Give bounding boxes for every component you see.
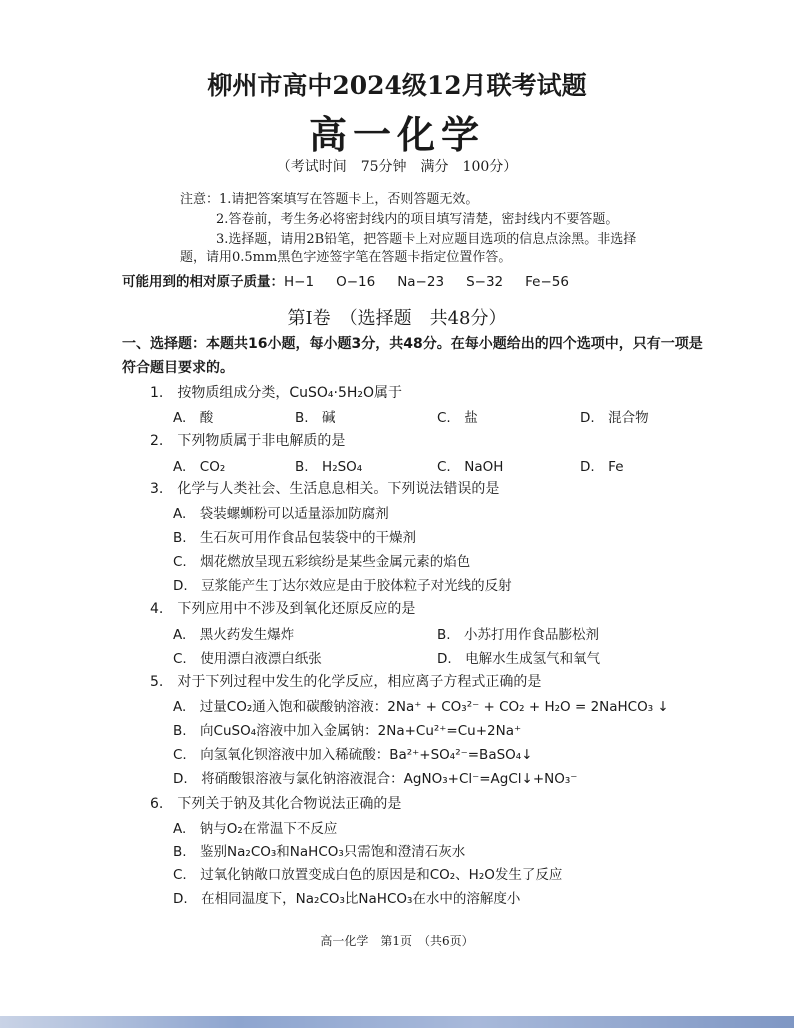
question-6-option-a: A. 钠与O₂在常温下不反应 [173, 821, 338, 837]
question-5-stem: 5. 对于下列过程中发生的化学反应，相应离子方程式正确的是 [150, 674, 542, 690]
question-3-option-a: A. 袋装螺蛳粉可以适量添加防腐剂 [173, 506, 389, 522]
question-1-stem: 1. 按物质组成分类，CuSO₄·5H₂O属于 [150, 385, 403, 401]
question-5-option-d: D. 将硝酸银溶液与氯化钠溶液混合：AgNO₃+Cl⁻=AgCl↓+NO₃⁻ [173, 771, 578, 787]
note-3: 3.选择题，请用2B铅笔，把答题卡上对应题目选项的信息点涂黑。非选择 [216, 232, 637, 247]
question-2-option-d: D. Fe [580, 459, 624, 475]
question-1-option-d: D. 混合物 [580, 410, 649, 426]
question-2-option-a: A. CO₂ [173, 459, 226, 475]
section-title: 第Ⅰ卷 （选择题 共48分） [287, 308, 507, 329]
scan-edge-strip [0, 1016, 794, 1028]
question-2-option-c: C. NaOH [437, 459, 504, 475]
question-1-option-c: C. 盐 [437, 410, 478, 426]
atomic-masses [122, 270, 591, 290]
exam-title: 柳州市高中2024级12月联考试题 [207, 71, 587, 100]
question-5-option-a: A. 过量CO₂通入饱和碳酸钠溶液：2Na⁺ + CO₃²⁻ + CO₂ + H₂O = 2NaHCO₃ ↓ [173, 699, 669, 715]
atomic-mass-o: O−16 [336, 274, 376, 290]
section-intro-line2: 符合题目要求的。 [122, 360, 234, 376]
question-4-option-a: A. 黑火药发生爆炸 [173, 627, 295, 643]
page-footer: 高一化学 第1页 （共6页） [320, 934, 474, 948]
note-1: 注意：1.请把答案填写在答题卡上，否则答题无效。 [180, 192, 479, 207]
question-6-option-d: D. 在相同温度下，Na₂CO₃比NaHCO₃在水中的溶解度小 [173, 891, 521, 907]
question-1-option-b: B. 碱 [295, 410, 336, 426]
atomic-mass-h: H−1 [284, 274, 315, 290]
question-3-option-b: B. 生石灰可用作食品包装袋中的干燥剂 [173, 530, 417, 546]
question-3-option-d: D. 豆浆能产生丁达尔效应是由于胶体粒子对光线的反射 [173, 578, 512, 594]
section-intro-line1: 一、选择题：本题共16小题，每小题3分，共48分。在每小题给出的四个选项中，只有一项是 [122, 336, 703, 352]
question-5-option-c: C. 向氢氧化钡溶液中加入稀硫酸：Ba²⁺+SO₄²⁻=BaSO₄↓ [173, 747, 533, 763]
atomic-mass-na: Na−23 [397, 274, 445, 290]
subject-title: 高一化学 [308, 112, 485, 157]
question-4-option-b: B. 小苏打用作食品膨松剂 [437, 627, 600, 643]
question-4-option-d: D. 电解水生成氢气和氧气 [437, 651, 601, 667]
question-3-option-c: C. 烟花燃放呈现五彩缤纷是某些金属元素的焰色 [173, 554, 471, 570]
question-4-option-c: C. 使用漂白液漂白纸张 [173, 651, 322, 667]
question-6-option-c: C. 过氧化钠敞口放置变成白色的原因是和CO₂、H₂O发生了反应 [173, 867, 563, 883]
note-3-continued: 题，请用0.5mm黑色字迹签字笔在答题卡指定位置作答。 [180, 250, 512, 265]
question-6-stem: 6. 下列关于钠及其化合物说法正确的是 [150, 796, 402, 812]
question-6-option-b: B. 鉴别Na₂CO₃和NaHCO₃只需饱和澄清石灰水 [173, 844, 466, 860]
question-2-stem: 2. 下列物质属于非电解质的是 [150, 433, 346, 449]
note-2: 2.答卷前，考生务必将密封线内的项目填写清楚，密封线内不要答题。 [216, 212, 619, 227]
atomic-mass-s: S−32 [466, 274, 504, 290]
question-4-stem: 4. 下列应用中不涉及到氧化还原反应的是 [150, 601, 416, 617]
question-5-option-b: B. 向CuSO₄溶液中加入金属钠：2Na+Cu²⁺=Cu+2Na⁺ [173, 723, 522, 739]
atomic-masses-label: 可能用到的相对原子质量： [122, 274, 284, 290]
exam-duration: （考试时间 75分钟 满分 100分） [276, 159, 518, 175]
question-1-option-a: A. 酸 [173, 410, 214, 426]
atomic-mass-fe: Fe−56 [525, 274, 569, 290]
question-2-option-b: B. H₂SO₄ [295, 459, 363, 475]
question-3-stem: 3. 化学与人类社会、生活息息相关。下列说法错误的是 [150, 481, 500, 497]
